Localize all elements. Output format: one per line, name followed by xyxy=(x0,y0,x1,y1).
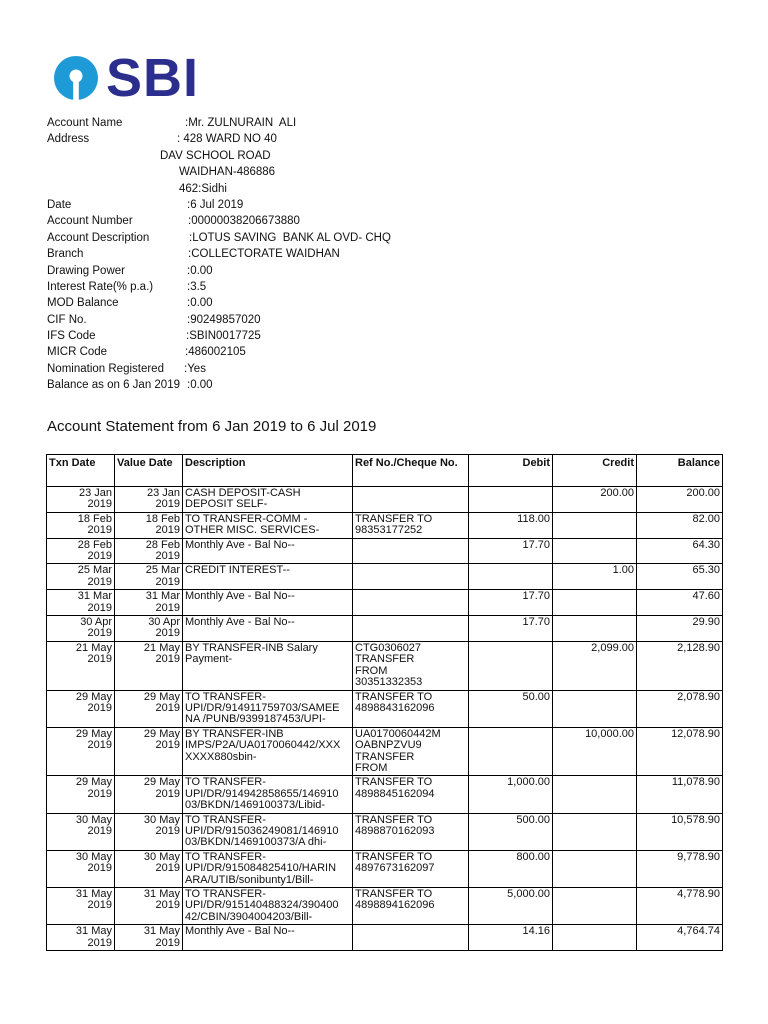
cell-balance xyxy=(637,590,723,616)
cell-value-date xyxy=(115,538,183,564)
cell-debit xyxy=(469,888,553,925)
header-debit: Debit xyxy=(469,455,553,487)
header-description: Description xyxy=(183,455,353,487)
cell-balance xyxy=(637,564,723,590)
account-info-value: :0.00 xyxy=(187,379,213,392)
cell-value-date-text: 28 Feb 2019 xyxy=(145,538,180,563)
cell-ref-no xyxy=(353,487,469,513)
cell-description xyxy=(183,487,353,513)
cell-description xyxy=(183,690,353,727)
account-info-label: Date xyxy=(47,198,72,211)
cell-txn-date xyxy=(47,512,115,538)
cell-debit-text: 17.70 xyxy=(522,538,550,551)
cell-value-date xyxy=(115,487,183,513)
cell-balance-text: 82.00 xyxy=(692,512,720,525)
account-info-label: Branch xyxy=(47,248,84,261)
cell-ref-no-text: TRANSFER TO 98353177252 xyxy=(355,512,433,537)
table-header-row xyxy=(47,455,723,487)
account-info-value: WAIDHAN-486886 xyxy=(179,166,276,179)
cell-balance-text: 2,128.90 xyxy=(677,641,720,654)
account-info-value: :Yes xyxy=(184,362,206,375)
sbi-keyhole-icon xyxy=(52,54,100,102)
table-row xyxy=(47,590,723,616)
cell-txn-date xyxy=(47,813,115,850)
cell-txn-date xyxy=(47,564,115,590)
cell-txn-date xyxy=(47,538,115,564)
cell-balance-text: 64.30 xyxy=(692,538,720,551)
cell-debit-text: 500.00 xyxy=(516,813,550,826)
cell-debit xyxy=(469,512,553,538)
account-info-value: :LOTUS SAVING BANK AL OVD- CHQ xyxy=(189,231,391,244)
cell-debit xyxy=(469,487,553,513)
cell-value-date xyxy=(115,641,183,690)
cell-txn-date-text: 21 May 2019 xyxy=(75,641,112,666)
cell-credit xyxy=(553,850,637,887)
cell-debit-text: 17.70 xyxy=(522,616,550,629)
cell-ref-no-text: TRANSFER TO 4898845162094 xyxy=(355,776,435,800)
cell-ref-no xyxy=(353,925,469,951)
cell-ref-no-text: UA0170060442M OABNPZVU9 TRANSFER FROM xyxy=(355,727,441,774)
cell-balance xyxy=(637,850,723,887)
cell-value-date xyxy=(115,727,183,776)
table-row xyxy=(47,641,723,690)
cell-txn-date xyxy=(47,850,115,887)
cell-value-date xyxy=(115,590,183,616)
cell-txn-date xyxy=(47,925,115,951)
cell-ref-no xyxy=(353,590,469,616)
cell-ref-no-text: TRANSFER TO 4898843162096 xyxy=(355,690,435,714)
cell-value-date xyxy=(115,512,183,538)
cell-description-text: BY TRANSFER-INB IMPS/P2A/UA0170060442/XXX XXXX880sbin- xyxy=(185,727,341,763)
cell-txn-date-text: 31 May 2019 xyxy=(75,925,112,949)
cell-credit xyxy=(553,564,637,590)
account-info-value: :00000038206673880 xyxy=(188,215,300,228)
cell-value-date-text: 21 May 2019 xyxy=(143,641,180,666)
account-info-value: :SBIN0017725 xyxy=(186,330,261,343)
cell-txn-date xyxy=(47,690,115,727)
cell-value-date-text: 31 May 2019 xyxy=(143,925,180,949)
cell-debit-text: 5,000.00 xyxy=(507,888,550,900)
account-info-value: :Mr. ZULNURAIN ALI xyxy=(185,117,297,129)
cell-description xyxy=(183,888,353,925)
cell-debit-text: 17.70 xyxy=(522,590,550,603)
cell-description xyxy=(183,641,353,690)
cell-balance-text: 4,778.90 xyxy=(677,888,720,900)
cell-description-text: TO TRANSFER- UPI/DR/914942858655/146910 03/BKDN/1469100373/Libid- xyxy=(185,776,339,812)
cell-credit-text: 200.00 xyxy=(600,487,634,499)
cell-description xyxy=(183,590,353,616)
cell-txn-date xyxy=(47,727,115,776)
cell-value-date-text: 31 May 2019 xyxy=(143,888,180,912)
account-info-value: : 428 WARD NO 40 xyxy=(177,133,277,146)
cell-debit xyxy=(469,616,553,642)
cell-balance-text: 2,078.90 xyxy=(677,690,720,703)
cell-value-date-text: 31 Mar 2019 xyxy=(145,590,180,614)
cell-credit xyxy=(553,888,637,925)
cell-ref-no xyxy=(353,727,469,776)
cell-balance-text: 9,778.90 xyxy=(677,850,720,863)
cell-description xyxy=(183,925,353,951)
cell-description xyxy=(183,850,353,887)
cell-txn-date xyxy=(47,487,115,513)
cell-description xyxy=(183,776,353,813)
cell-credit xyxy=(553,925,637,951)
cell-credit xyxy=(553,590,637,616)
cell-description-text: BY TRANSFER-INB Salary Payment- xyxy=(185,641,318,666)
cell-balance xyxy=(637,727,723,776)
cell-txn-date-text: 31 Mar 2019 xyxy=(77,590,112,614)
cell-txn-date-text: 29 May 2019 xyxy=(75,727,112,752)
cell-balance-text: 4,764.74 xyxy=(677,925,720,938)
cell-value-date xyxy=(115,616,183,642)
cell-value-date-text: 29 May 2019 xyxy=(143,690,180,714)
table-row xyxy=(47,564,723,590)
cell-txn-date-text: 23 Jan 2019 xyxy=(78,487,112,511)
account-info-value: 462:Sidhi xyxy=(179,182,227,195)
account-info-value: DAV SCHOOL ROAD xyxy=(160,149,271,162)
cell-credit-text: 1.00 xyxy=(612,564,634,577)
cell-ref-no xyxy=(353,776,469,813)
account-info-label: MOD Balance xyxy=(47,297,119,310)
cell-balance-text: 29.90 xyxy=(692,616,720,629)
cell-ref-no xyxy=(353,512,469,538)
cell-ref-no-text: TRANSFER TO 4897673162097 xyxy=(355,850,435,875)
cell-balance xyxy=(637,641,723,690)
cell-balance xyxy=(637,813,723,850)
cell-txn-date-text: 31 May 2019 xyxy=(75,888,112,912)
cell-debit xyxy=(469,641,553,690)
account-info-label: Account Number xyxy=(47,215,133,228)
account-info-value: :6 Jul 2019 xyxy=(187,198,244,211)
table-row xyxy=(47,690,723,727)
cell-debit xyxy=(469,590,553,616)
cell-description-text: TO TRANSFER-COMM - OTHER MISC. SERVICES- xyxy=(185,512,320,537)
cell-value-date xyxy=(115,564,183,590)
table-row xyxy=(47,616,723,642)
cell-value-date xyxy=(115,690,183,727)
cell-debit-text: 118.00 xyxy=(517,512,550,525)
cell-value-date xyxy=(115,776,183,813)
cell-value-date-text: 25 Mar 2019 xyxy=(145,564,180,588)
cell-description-text: Monthly Ave - Bal No-- xyxy=(185,925,295,938)
table-row xyxy=(47,727,723,776)
cell-description-text: TO TRANSFER- UPI/DR/915140488324/390400 42/CBIN/3904004203/Bill- xyxy=(185,888,339,923)
account-info-label: Interest Rate(% p.a.) xyxy=(47,280,154,293)
cell-ref-no xyxy=(353,850,469,887)
cell-txn-date xyxy=(47,616,115,642)
account-info-value: :3.5 xyxy=(187,280,207,293)
cell-balance xyxy=(637,538,723,564)
cell-credit xyxy=(553,538,637,564)
cell-value-date-text: 29 May 2019 xyxy=(143,727,180,752)
table-row xyxy=(47,487,723,513)
cell-txn-date-text: 28 Feb 2019 xyxy=(77,538,112,563)
table-row xyxy=(47,538,723,564)
cell-value-date-text: 30 Apr 2019 xyxy=(148,616,180,640)
cell-credit xyxy=(553,512,637,538)
cell-credit xyxy=(553,776,637,813)
cell-credit xyxy=(553,487,637,513)
sbi-logo xyxy=(52,48,200,108)
cell-txn-date-text: 29 May 2019 xyxy=(75,690,112,714)
cell-debit xyxy=(469,538,553,564)
cell-ref-no xyxy=(353,564,469,590)
cell-txn-date xyxy=(47,590,115,616)
cell-debit xyxy=(469,813,553,850)
cell-balance-text: 65.30 xyxy=(692,564,720,577)
cell-debit xyxy=(469,776,553,813)
header-credit: Credit xyxy=(553,455,637,487)
cell-balance-text: 47.60 xyxy=(692,590,720,603)
cell-balance xyxy=(637,925,723,951)
cell-debit xyxy=(469,690,553,727)
cell-description-text: TO TRANSFER- UPI/DR/914911759703/SAMEE NA /PUNB/9399187453/UPI- xyxy=(185,690,340,726)
cell-ref-no xyxy=(353,888,469,925)
cell-description-text: Monthly Ave - Bal No-- xyxy=(185,616,295,629)
cell-balance xyxy=(637,616,723,642)
cell-debit-text: 50.00 xyxy=(522,690,550,703)
cell-description-text: Monthly Ave - Bal No-- xyxy=(185,538,295,551)
cell-ref-no xyxy=(353,690,469,727)
statement-title: Account Statement from 6 Jan 2019 to 6 Jul 2019 xyxy=(47,418,377,435)
cell-balance-text: 11,078.90 xyxy=(671,776,720,789)
account-info-label: Drawing Power xyxy=(47,264,125,277)
header-ref-no: Ref No./Cheque No. xyxy=(353,455,469,487)
cell-value-date-text: 30 May 2019 xyxy=(143,813,180,837)
cell-balance xyxy=(637,690,723,727)
cell-balance xyxy=(637,888,723,925)
cell-description xyxy=(183,616,353,642)
cell-debit xyxy=(469,564,553,590)
cell-debit-text: 14.16 xyxy=(522,925,550,938)
cell-credit xyxy=(553,690,637,727)
cell-value-date xyxy=(115,850,183,887)
account-info-label: Nomination Registered xyxy=(47,362,164,375)
cell-ref-no xyxy=(353,641,469,690)
cell-ref-no xyxy=(353,813,469,850)
cell-ref-no-text: TRANSFER TO 4898894162096 xyxy=(355,888,435,912)
cell-txn-date xyxy=(47,641,115,690)
cell-value-date-text: 18 Feb 2019 xyxy=(145,512,180,537)
table-row xyxy=(47,925,723,951)
account-info-value: :0.00 xyxy=(187,297,213,310)
cell-value-date xyxy=(115,888,183,925)
cell-ref-no xyxy=(353,616,469,642)
table-row xyxy=(47,888,723,925)
cell-debit xyxy=(469,850,553,887)
cell-txn-date-text: 30 May 2019 xyxy=(75,813,112,837)
table-row xyxy=(47,850,723,887)
cell-description xyxy=(183,564,353,590)
account-info-label: Account Description xyxy=(47,231,150,244)
cell-credit xyxy=(553,727,637,776)
cell-txn-date xyxy=(47,888,115,925)
cell-value-date xyxy=(115,925,183,951)
cell-debit-text: 800.00 xyxy=(516,850,550,863)
cell-balance xyxy=(637,487,723,513)
account-info-value: :486002105 xyxy=(185,346,246,359)
cell-txn-date xyxy=(47,776,115,813)
cell-description xyxy=(183,538,353,564)
cell-ref-no xyxy=(353,538,469,564)
header-txn-date: Txn Date xyxy=(47,455,115,487)
cell-debit-text: 1,000.00 xyxy=(507,776,550,789)
cell-value-date-text: 30 May 2019 xyxy=(143,850,180,875)
cell-description xyxy=(183,727,353,776)
cell-balance-text: 10,578.90 xyxy=(671,813,720,826)
cell-txn-date-text: 29 May 2019 xyxy=(75,776,112,800)
cell-description-text: Monthly Ave - Bal No-- xyxy=(185,590,295,603)
header-balance: Balance xyxy=(637,455,723,487)
cell-debit xyxy=(469,727,553,776)
header-value-date: Value Date xyxy=(115,455,183,487)
cell-balance-text: 12,078.90 xyxy=(671,727,720,740)
cell-description-text: TO TRANSFER- UPI/DR/915084825410/HARIN ARA/UTIB/sonibunty1/Bill- xyxy=(185,850,337,886)
cell-debit xyxy=(469,925,553,951)
cell-txn-date-text: 25 Mar 2019 xyxy=(77,564,112,588)
account-info-label: Balance as on 6 Jan 2019 xyxy=(47,379,180,392)
cell-credit xyxy=(553,616,637,642)
cell-credit xyxy=(553,641,637,690)
cell-txn-date-text: 30 May 2019 xyxy=(75,850,112,875)
cell-description-text: TO TRANSFER- UPI/DR/915036249081/146910 03/BKDN/1469100373/A dhi- xyxy=(185,813,339,849)
cell-value-date xyxy=(115,813,183,850)
account-info-value: :90249857020 xyxy=(187,313,261,326)
account-info-label: IFS Code xyxy=(47,330,96,343)
account-info-label: CIF No. xyxy=(47,313,87,326)
account-info-label: Address xyxy=(47,133,90,146)
table-row xyxy=(47,776,723,813)
cell-description xyxy=(183,813,353,850)
table-row xyxy=(47,512,723,538)
table-row xyxy=(47,813,723,850)
cell-ref-no-text: TRANSFER TO 4898870162093 xyxy=(355,813,435,837)
cell-balance xyxy=(637,776,723,813)
account-info-value: :COLLECTORATE WAIDHAN xyxy=(188,248,340,261)
account-info-value: :0.00 xyxy=(187,264,213,277)
account-info-label: MICR Code xyxy=(47,346,108,359)
cell-description-text: CASH DEPOSIT-CASH DEPOSIT SELF- xyxy=(185,487,301,511)
cell-value-date-text: 23 Jan 2019 xyxy=(146,487,180,511)
cell-ref-no-text: CTG0306027 TRANSFER FROM 30351332353 xyxy=(355,641,423,689)
cell-balance-text: 200.00 xyxy=(686,487,720,499)
transactions-table xyxy=(46,454,723,951)
table-body xyxy=(47,487,723,951)
cell-credit-text: 10,000.00 xyxy=(585,727,634,740)
cell-credit-text: 2,099.00 xyxy=(591,641,634,654)
cell-txn-date-text: 18 Feb 2019 xyxy=(77,512,112,537)
cell-credit xyxy=(553,813,637,850)
cell-description-text: CREDIT INTEREST-- xyxy=(185,564,290,577)
cell-balance xyxy=(637,512,723,538)
cell-description xyxy=(183,512,353,538)
brand-name: SBI xyxy=(106,48,200,108)
account-info-label: Account Name xyxy=(47,117,123,129)
cell-value-date-text: 29 May 2019 xyxy=(143,776,180,800)
cell-txn-date-text: 30 Apr 2019 xyxy=(80,616,112,640)
